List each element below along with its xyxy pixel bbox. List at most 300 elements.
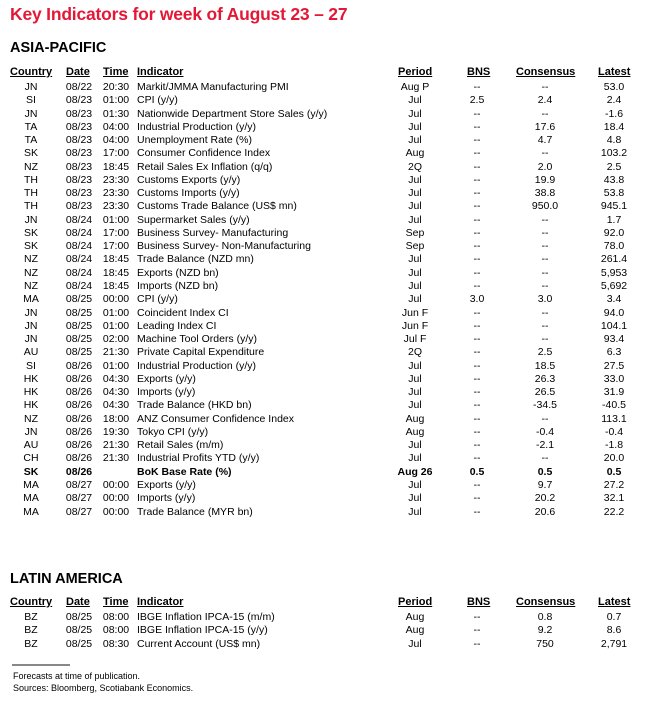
cell-country: NZ [24,266,38,279]
table-row [0,253,645,266]
cell-time: 18:45 [102,253,130,266]
cell-time: 00:00 [102,492,130,505]
table-row [0,267,645,280]
cell-bns: -- [473,253,481,266]
cell-latest: 0.5 [606,465,622,478]
cell-country: JN [24,425,38,438]
cell-bns: -- [473,81,481,93]
cell-period: Aug [405,147,425,160]
cell-indicator: IBGE Inflation IPCA-15 (m/m) [137,611,275,623]
cell-country: SK [23,147,38,160]
cell-bns: -- [473,452,481,465]
table-row [0,360,645,373]
cell-consensus: 38.8 [534,187,556,200]
cell-consensus: 20.6 [534,505,556,518]
cell-country: JN [24,81,38,93]
header-consensus: Consensus [516,596,576,608]
header-bns: BNS [467,596,491,608]
table-row [0,399,645,412]
cell-bns: -- [473,333,481,346]
table-row [0,506,645,519]
cell-country: SK [23,465,39,478]
cell-time: 19:30 [102,425,130,438]
cell-period: Jun F [401,306,429,319]
cell-indicator: Industrial Production (y/y) [137,120,257,133]
cell-bns: -- [473,160,481,173]
cell-date: 08/24 [65,213,93,226]
cell-country: JN [24,306,38,319]
cell-date: 08/25 [65,611,93,623]
asia-pacific-table [0,66,645,519]
cell-indicator: Customs Imports (y/y) [137,187,240,200]
cell-latest: 78.0 [603,240,625,253]
cell-date: 08/25 [65,306,93,319]
cell-period: Jun F [401,319,429,332]
cell-period: 2Q [407,346,422,359]
cell-date: 08/23 [65,173,93,186]
cell-time: 01:30 [102,107,130,120]
cell-consensus: -2.1 [535,439,555,452]
header-country: Country [10,596,53,608]
cell-date: 08/26 [65,412,93,425]
cell-indicator: Leading Index CI [137,319,217,332]
cell-consensus: -34.5 [533,399,557,412]
cell-latest: 6.3 [606,346,622,359]
cell-time: 18:45 [102,160,130,173]
cell-period: Aug [405,611,425,623]
cell-bns: -- [473,478,481,491]
cell-latest: 27.5 [603,359,625,372]
table-row [0,187,645,200]
table-header [0,596,645,611]
table-row [0,413,645,426]
cell-indicator: Machine Tool Orders (y/y) [137,333,258,346]
cell-date: 08/24 [65,240,93,253]
cell-date: 08/23 [65,147,93,160]
cell-latest: -1.6 [604,107,624,120]
cell-country: SI [26,94,36,107]
table-row [0,426,645,439]
cell-latest: 53.8 [603,187,625,200]
cell-country: NZ [24,412,38,425]
header-period: Period [398,66,433,78]
cell-consensus: 26.3 [534,372,556,385]
cell-country: MA [23,505,39,518]
header-consensus: Consensus [516,66,576,78]
cell-bns: -- [473,346,481,359]
cell-time: 04:30 [102,372,130,385]
cell-consensus: 2.5 [537,346,553,359]
header-period: Period [398,596,433,608]
cell-date: 08/27 [65,478,93,491]
cell-period: Jul [408,187,422,200]
cell-latest: 5,953 [600,266,628,279]
cell-bns: -- [473,147,481,160]
table-row [0,174,645,187]
table-row [0,333,645,346]
cell-time: 04:30 [102,386,130,399]
cell-latest: 33.0 [603,372,625,385]
cell-bns: -- [473,200,481,213]
cell-bns: -- [473,120,481,133]
table-row [0,134,645,147]
table-row [0,439,645,452]
cell-consensus: -- [541,81,549,93]
cell-indicator: Retail Sales Ex Inflation (q/q) [137,160,273,173]
cell-bns: -- [473,386,481,399]
cell-consensus: 17.6 [534,120,556,133]
cell-latest: -1.8 [604,439,624,452]
cell-country: HK [23,372,39,385]
cell-indicator: Exports (NZD bn) [137,266,219,279]
cell-period: Jul [408,173,422,186]
asia-pacific-table-body [0,81,645,519]
cell-indicator: Nationwide Department Store Sales (y/y) [137,107,328,120]
header-country: Country [10,66,53,78]
cell-indicator: CPI (y/y) [137,94,178,107]
cell-country: TA [24,134,38,147]
header-time: Time [103,66,129,78]
cell-consensus: 9.2 [537,624,553,637]
cell-country: SK [23,240,38,253]
footnote-forecasts: Forecasts at time of publication. [13,671,141,681]
table-row [0,227,645,240]
cell-date: 08/23 [65,107,93,120]
cell-time: 08:30 [102,637,130,650]
cell-date: 08/23 [65,120,93,133]
cell-bns: -- [473,492,481,505]
table-row [0,108,645,121]
table-row [0,611,645,624]
cell-indicator: Consumer Confidence Index [137,147,271,160]
table-row [0,240,645,253]
cell-indicator: Industrial Production (y/y) [137,359,257,372]
table-row [0,373,645,386]
cell-consensus: 20.2 [534,492,556,505]
cell-consensus: 9.7 [537,478,553,491]
cell-country: SI [26,359,36,372]
cell-period: Jul [408,293,422,306]
cell-country: BZ [24,637,38,650]
cell-period: Jul [408,213,422,226]
section-heading-latin-america: LATIN AMERICA [10,571,123,587]
cell-date: 08/23 [65,187,93,200]
page-title: Key Indicators for week of August 23 – 27 [10,4,348,24]
cell-latest: 93.4 [603,333,625,346]
cell-date: 08/23 [65,160,93,173]
cell-time: 21:30 [102,439,130,452]
cell-latest: 2.5 [606,160,622,173]
cell-date: 08/23 [65,200,93,213]
cell-country: SK [23,226,38,239]
cell-indicator: Unemployment Rate (%) [137,134,252,147]
cell-bns: -- [473,439,481,452]
cell-bns: -- [473,505,481,518]
cell-indicator: Customs Trade Balance (US$ mn) [137,200,297,213]
cell-country: MA [23,492,39,505]
cell-indicator: Customs Exports (y/y) [137,173,241,186]
cell-bns: -- [473,624,481,637]
cell-indicator: Current Account (US$ mn) [137,637,261,650]
cell-consensus: -- [541,147,549,160]
cell-consensus: -- [541,333,549,346]
cell-date: 08/23 [65,134,93,147]
cell-indicator: Tokyo CPI (y/y) [137,425,209,438]
cell-consensus: 2.4 [537,94,553,107]
cell-country: JN [24,107,38,120]
cell-time: 00:00 [102,505,130,518]
cell-date: 08/26 [65,399,93,412]
cell-period: Jul [408,253,422,266]
cell-period: Aug [405,412,425,425]
cell-consensus: -0.4 [535,425,555,438]
cell-date: 08/23 [65,94,93,107]
cell-indicator: Industrial Profits YTD (y/y) [137,452,260,465]
footnote-sources: Sources: Bloomberg, Scotiabank Economics. [13,683,194,693]
header-date: Date [66,66,90,78]
cell-latest: 113.1 [601,412,627,425]
cell-country: AU [23,346,39,359]
cell-consensus: -- [541,266,549,279]
cell-date: 08/24 [65,226,93,239]
cell-bns: -- [473,372,481,385]
cell-latest: 18.4 [603,120,625,133]
cell-period: Jul [408,439,422,452]
table-row [0,81,645,94]
cell-consensus: -- [541,213,549,226]
cell-consensus: 2.0 [537,160,553,173]
cell-bns: 3.0 [469,293,485,306]
table-row [0,161,645,174]
cell-country: TH [24,187,38,200]
cell-indicator: Business Survey- Non-Manufacturing [137,240,311,253]
cell-period: Aug 26 [397,465,433,478]
cell-time: 18:00 [102,412,130,425]
cell-consensus: 4.7 [537,134,553,147]
table-row [0,94,645,107]
cell-bns: 0.5 [469,465,485,478]
table-row [0,307,645,320]
cell-indicator: Imports (NZD bn) [137,279,219,292]
table-row [0,492,645,505]
cell-country: MA [23,293,39,306]
cell-date: 08/22 [65,81,93,93]
cell-period: Jul [408,279,422,292]
cell-indicator: Imports (y/y) [137,386,196,399]
cell-time: 00:00 [102,478,130,491]
cell-country: TH [24,200,38,213]
cell-country: BZ [24,624,38,637]
cell-period: Jul [408,94,422,107]
cell-bns: -- [473,319,481,332]
cell-latest: -40.5 [602,399,626,412]
cell-time: 04:00 [102,134,130,147]
cell-latest: 2,791 [600,637,628,650]
cell-period: Aug [405,624,425,637]
cell-bns: -- [473,412,481,425]
cell-time: 04:30 [102,399,130,412]
header-latest: Latest [598,596,631,608]
cell-latest: 92.0 [603,226,625,239]
cell-bns: -- [473,306,481,319]
cell-date: 08/26 [65,425,93,438]
cell-consensus: 0.5 [537,465,553,478]
cell-period: Jul F [403,333,427,346]
cell-consensus: -- [541,306,549,319]
cell-consensus: -- [541,253,549,266]
table-row [0,320,645,333]
cell-indicator: Private Capital Expenditure [137,346,265,359]
table-row [0,293,645,306]
cell-latest: 32.1 [603,492,625,505]
cell-latest: 1.7 [606,213,622,226]
cell-indicator: ANZ Consumer Confidence Index [137,412,294,425]
cell-period: Jul [408,492,422,505]
cell-time: 01:00 [102,213,130,226]
cell-latest: -0.4 [604,425,624,438]
cell-date: 08/24 [65,279,93,292]
cell-indicator: Trade Balance (HKD bn) [137,399,252,412]
cell-country: NZ [24,253,38,266]
cell-country: TA [24,120,38,133]
cell-period: Jul [408,637,422,650]
cell-country: NZ [24,279,38,292]
cell-latest: 43.8 [603,173,625,186]
cell-time: 01:00 [102,359,130,372]
cell-bns: -- [473,279,481,292]
cell-period: Jul [408,399,422,412]
cell-latest: 31.9 [603,386,625,399]
cell-period: Jul [408,452,422,465]
cell-time: 08:00 [102,624,130,637]
cell-period: Jul [408,505,422,518]
cell-consensus: -- [541,279,549,292]
cell-bns: -- [473,240,481,253]
cell-bns: -- [473,213,481,226]
cell-indicator: Coincident Index CI [137,306,229,319]
cell-latest: 20.0 [603,452,625,465]
cell-bns: -- [473,173,481,186]
table-row [0,214,645,227]
table-row [0,386,645,399]
cell-time: 23:30 [102,173,130,186]
cell-indicator: Imports (y/y) [137,492,196,505]
cell-period: Jul [408,386,422,399]
cell-time: 21:30 [102,452,130,465]
cell-country: MA [23,478,39,491]
cell-period: Jul [408,372,422,385]
cell-bns: -- [473,107,481,120]
cell-consensus: -- [541,412,549,425]
cell-time: 02:00 [102,333,130,346]
table-row [0,280,645,293]
cell-time: 01:00 [102,94,130,107]
cell-bns: -- [473,399,481,412]
cell-time: 21:30 [102,346,130,359]
cell-consensus: 0.8 [537,611,553,623]
cell-date: 08/26 [65,452,93,465]
footnote-divider [12,664,70,666]
cell-bns: -- [473,611,481,623]
cell-indicator: Business Survey- Manufacturing [137,226,289,239]
cell-date: 08/26 [65,386,93,399]
cell-period: Jul [408,134,422,147]
cell-date: 08/24 [65,266,93,279]
header-date: Date [66,596,90,608]
cell-date: 08/27 [65,505,93,518]
cell-date: 08/25 [65,293,93,306]
cell-latest: 3.4 [606,293,622,306]
cell-time: 18:45 [102,279,130,292]
cell-latest: 945.1 [600,200,628,213]
cell-bns: -- [473,359,481,372]
cell-period: Jul [408,107,422,120]
table-row [0,147,645,160]
cell-indicator: Markit/JMMA Manufacturing PMI [137,81,289,93]
cell-bns: -- [473,637,481,650]
cell-bns: -- [473,187,481,200]
cell-period: Jul [408,120,422,133]
cell-country: JN [24,319,38,332]
cell-consensus: -- [541,107,549,120]
header-latest: Latest [598,66,631,78]
cell-indicator: Trade Balance (NZD mn) [137,253,254,266]
cell-time: 23:30 [102,200,130,213]
latin-america-table [0,596,645,651]
cell-consensus: -- [541,319,549,332]
cell-time: 08:00 [102,611,130,623]
cell-latest: 0.7 [606,611,622,623]
cell-latest: 5,692 [600,279,628,292]
cell-latest: 53.0 [603,81,625,93]
cell-date: 08/25 [65,346,93,359]
cell-latest: 22.2 [603,505,625,518]
cell-latest: 103.2 [600,147,628,160]
table-row [0,200,645,213]
cell-country: JN [24,213,38,226]
cell-indicator: CPI (y/y) [137,293,178,306]
cell-country: BZ [24,611,38,623]
cell-date: 08/25 [65,624,93,637]
header-time: Time [103,596,129,608]
cell-period: Jul [408,200,422,213]
cell-date: 08/26 [65,372,93,385]
table-row [0,466,645,479]
cell-period: Jul [408,359,422,372]
cell-latest: 2.4 [606,94,622,107]
section-heading-asia-pacific: ASIA-PACIFIC [10,40,107,56]
cell-bns: -- [473,266,481,279]
cell-indicator: Trade Balance (MYR bn) [137,505,253,518]
cell-consensus: 26.5 [534,386,556,399]
cell-country: HK [23,386,39,399]
cell-time: 17:00 [102,240,130,253]
cell-period: Jul [408,266,422,279]
cell-consensus: 950.0 [531,200,559,213]
cell-country: CH [23,452,39,465]
cell-country: AU [23,439,39,452]
cell-date: 08/26 [65,465,93,478]
cell-time: 23:30 [102,187,130,200]
cell-time: 18:45 [102,266,130,279]
cell-latest: 8.6 [606,624,622,637]
cell-time: 20:30 [102,81,130,93]
cell-date: 08/24 [65,253,93,266]
cell-latest: 104.1 [600,319,628,332]
cell-consensus: -- [541,226,549,239]
cell-period: Aug P [400,81,430,93]
cell-period: 2Q [407,160,422,173]
